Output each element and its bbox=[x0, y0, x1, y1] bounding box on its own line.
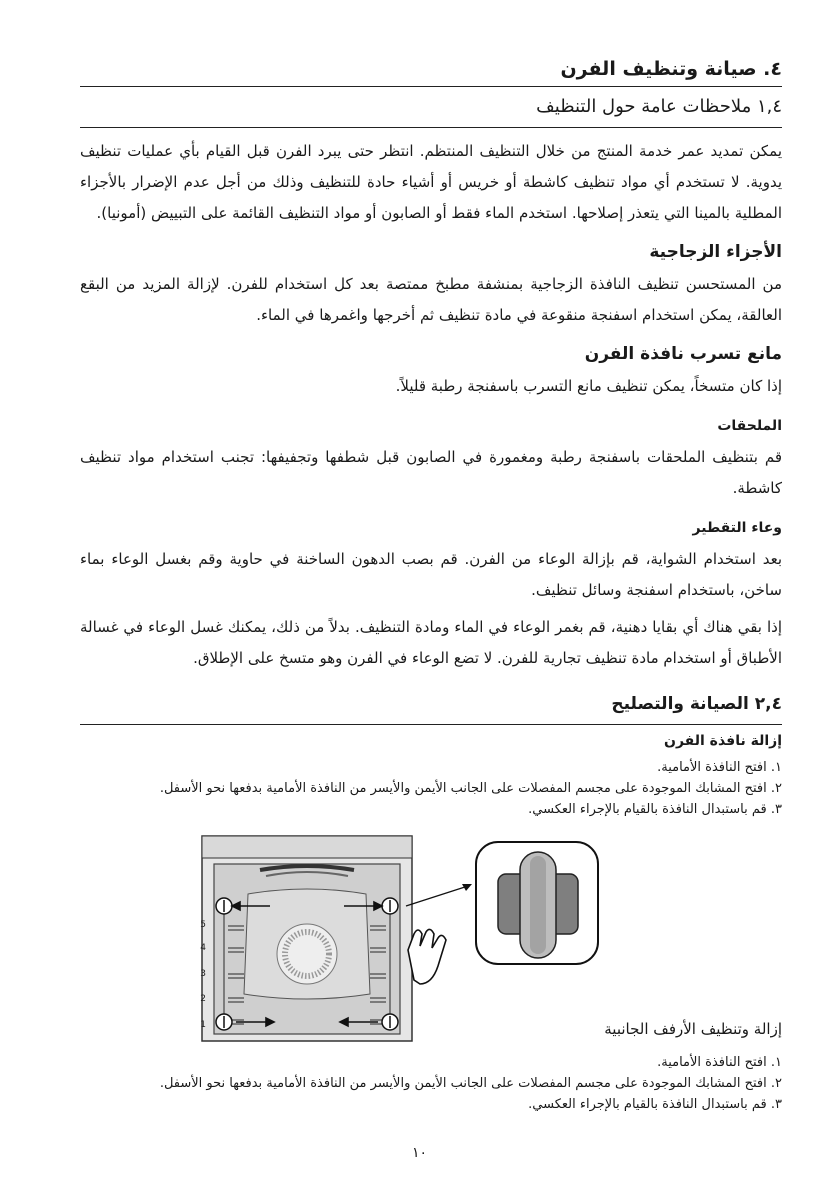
glass-title: الأجزاء الزجاجية bbox=[649, 242, 782, 262]
hinge-clip-shade bbox=[530, 856, 546, 954]
oven-top-panel bbox=[202, 836, 412, 858]
oven-figure bbox=[80, 834, 782, 1044]
door-step-3: ٣. قم باستبدال النافذة بالقيام بالإجراء العكسي. bbox=[528, 802, 782, 817]
door-step-2: ٢. افتح المشابك الموجودة على مجسم المفصلات على الجانب الأيمن والأيسر من النافذة الأمامية بدفعها نحو الأسفل. bbox=[159, 781, 782, 796]
shelves-step-1: ١. افتح النافذة الأمامية. bbox=[657, 1055, 782, 1070]
shelves-title: إزالة وتنظيف الأرفف الجانبية bbox=[604, 1020, 782, 1038]
door-removal-title: إزالة نافذة الفرن bbox=[664, 733, 782, 749]
rack-level-1: 1 bbox=[200, 1020, 206, 1030]
page-number: ١٠ bbox=[411, 1145, 428, 1161]
glass-text: من المستحسن تنظيف النافذة الزجاجية بمنشفة مطبخ ممتصة بعد كل استخدام للفرن. لإزالة المزيد من البقع العالقة، يمكن استخدام اسفنجة منقوعة في مادة تنظيف ثم أخرجها واغمرها في الماء. bbox=[80, 275, 782, 324]
cleaning-intro: يمكن تمديد عمر خدمة المنتج من خلال التنظيف المنتظم. انتظر حتى يبرد الفرن قبل القيام بأي عمليات تنظيف يدوية. لا تستخدم أي مواد تنظيف كاشطة أو خريس أو أشياء حادة للتنظيف وذلك من أجل عدم الإضرار بالأجزاء المطلية بالمينا التي يتعذر إصلاحها. استخدم الماء فقط أو الصابون أو مواد التنظيف القائمة على التبييض (أمونيا). bbox=[80, 142, 782, 222]
accessories-title: الملحقات bbox=[717, 418, 782, 434]
zoom-pointer-line bbox=[406, 886, 468, 906]
drip-text-1: بعد استخدام الشواية، قم بإزالة الوعاء من الفرن. قم بصب الدهون الساخنة في حاوية وقم بغسل الوعاء بماء ساخن، باستخدام اسفنجة وسائل تنظيف. bbox=[80, 550, 782, 599]
subsection-title-cleaning: ١,٤ ملاحظات عامة حول التنظيف bbox=[536, 96, 782, 117]
subsection-title-maintenance: ٢,٤ الصيانة والتصليح bbox=[611, 694, 782, 714]
rack-level-3: 3 bbox=[200, 969, 206, 979]
seal-title: مانع تسرب نافذة الفرن bbox=[584, 344, 782, 364]
seal-text: إذا كان متسخاً، يمكن تنظيف مانع التسرب باسفنجة رطبة قليلاً. bbox=[395, 377, 782, 395]
drip-text-2: إذا بقي هناك أي بقايا دهنية، قم بغمر الوعاء في الماء ومادة التنظيف. بدلاً من ذلك، يمكنك غسل الوعاء في غسالة الأطباق أو استخدام مادة تنظيف تجارية للفرن. لا تضع الوعاء في الفرن وهو متسخ على الإطلاق. bbox=[80, 618, 782, 667]
rack-level-5: 5 bbox=[200, 920, 206, 930]
drip-title: وعاء التقطير bbox=[692, 520, 782, 536]
hand-icon bbox=[408, 929, 446, 984]
door-step-1: ١. افتح النافذة الأمامية. bbox=[657, 760, 782, 775]
section-rule bbox=[80, 86, 782, 87]
page-content bbox=[80, 40, 782, 1115]
accessories-text: قم بتنظيف الملحقات باسفنجة رطبة ومغمورة في الصابون قبل شطفها وتجفيفها: تجنب استخدام مواد تنظيف كاشطة. bbox=[80, 448, 782, 497]
section-title: ٤. صيانة وتنظيف الفرن bbox=[560, 58, 782, 80]
oven-interior-diagram bbox=[200, 834, 620, 1044]
subsection-rule-2 bbox=[80, 724, 782, 725]
subsection-rule bbox=[80, 127, 782, 128]
rack-level-4: 4 bbox=[200, 943, 206, 953]
shelves-step-3: ٣. قم باستبدال النافذة بالقيام بالإجراء العكسي. bbox=[528, 1097, 782, 1112]
shelves-step-2: ٢. افتح المشابك الموجودة على مجسم المفصلات على الجانب الأيمن والأيسر من النافذة الأمامية بدفعها نحو الأسفل. bbox=[159, 1076, 782, 1091]
rack-level-2: 2 bbox=[200, 994, 206, 1004]
